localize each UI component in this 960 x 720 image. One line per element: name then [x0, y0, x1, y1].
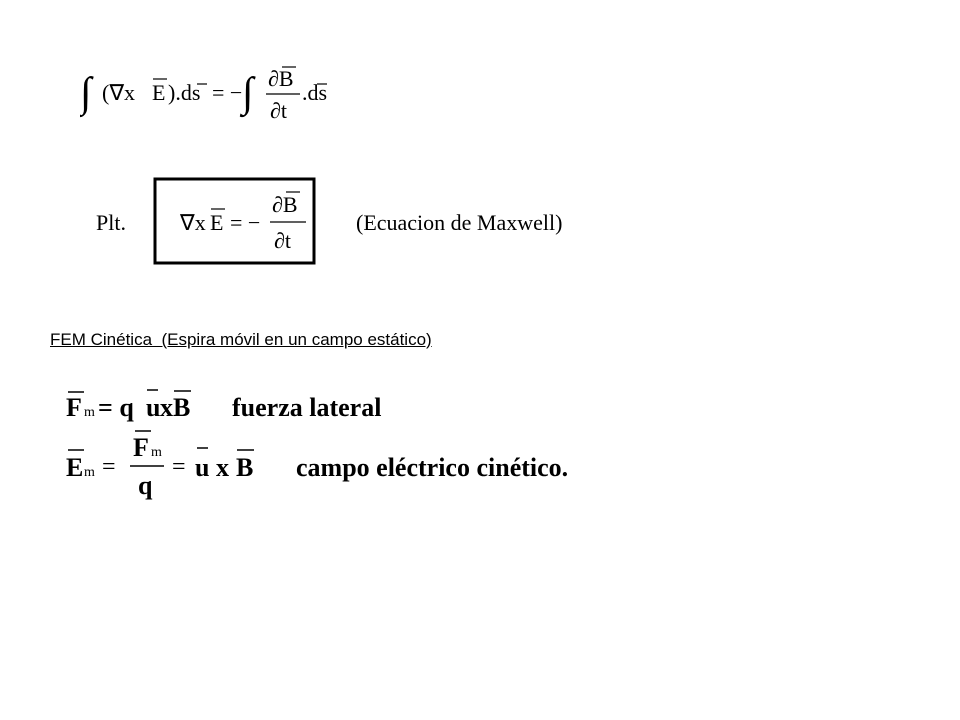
- eq4-x: x: [216, 453, 229, 482]
- eq4-equals2: =: [172, 454, 186, 480]
- eq2-nabla-x: ∇x: [180, 210, 206, 235]
- eq2-partial-t: ∂t: [274, 228, 291, 253]
- eq3-F: F: [66, 393, 82, 422]
- eq3-sub-m: m: [84, 405, 95, 420]
- eq1-equals-minus: = −: [212, 80, 243, 105]
- eq1-dot-ds: ).ds: [168, 80, 201, 105]
- kinetic-electric-field-equation: [60, 428, 620, 508]
- eq1-ds-tail: .ds: [302, 80, 328, 105]
- eq2-partial-B: ∂B: [272, 192, 298, 217]
- eq3-B: B: [173, 393, 191, 422]
- eq4-F: F: [133, 433, 149, 462]
- eq4-u: u: [195, 453, 210, 482]
- eq4-q: q: [138, 471, 153, 500]
- eq2-maxwell-label: (Ecuacion de Maxwell): [356, 210, 563, 235]
- eq4-B: B: [236, 453, 254, 482]
- eq1-E: E: [152, 80, 166, 105]
- eq2-E: E: [210, 210, 224, 235]
- eq2-equals-minus: = −: [230, 210, 261, 235]
- eq3-u: u: [146, 393, 161, 422]
- eq1-partial-B: ∂B: [268, 66, 294, 91]
- eq3-x: x: [160, 393, 173, 422]
- maxwell-differential-equation: [90, 176, 610, 266]
- faraday-integral-equation: [80, 58, 340, 128]
- eq4-label: campo eléctrico cinético.: [296, 453, 569, 482]
- eq1-partial-t: ∂t: [270, 98, 287, 123]
- eq4-equals: =: [102, 454, 116, 480]
- eq4-sub-m2: m: [151, 445, 162, 460]
- eq3-label: fuerza lateral: [232, 393, 382, 422]
- eq1-nabla-part: (∇x: [102, 80, 136, 105]
- section-heading: FEM Cinética (Espira móvil en un campo estático): [50, 330, 432, 349]
- eq4-E: E: [66, 453, 84, 482]
- eq4-sub-m: m: [84, 465, 95, 480]
- lateral-force-equation: [60, 386, 420, 426]
- integral-sign-left: ∫: [80, 70, 92, 116]
- eq3-equals-q: = q: [98, 393, 134, 422]
- eq2-prefix: Plt.: [96, 210, 126, 235]
- integral-sign-right: ∫: [242, 70, 254, 116]
